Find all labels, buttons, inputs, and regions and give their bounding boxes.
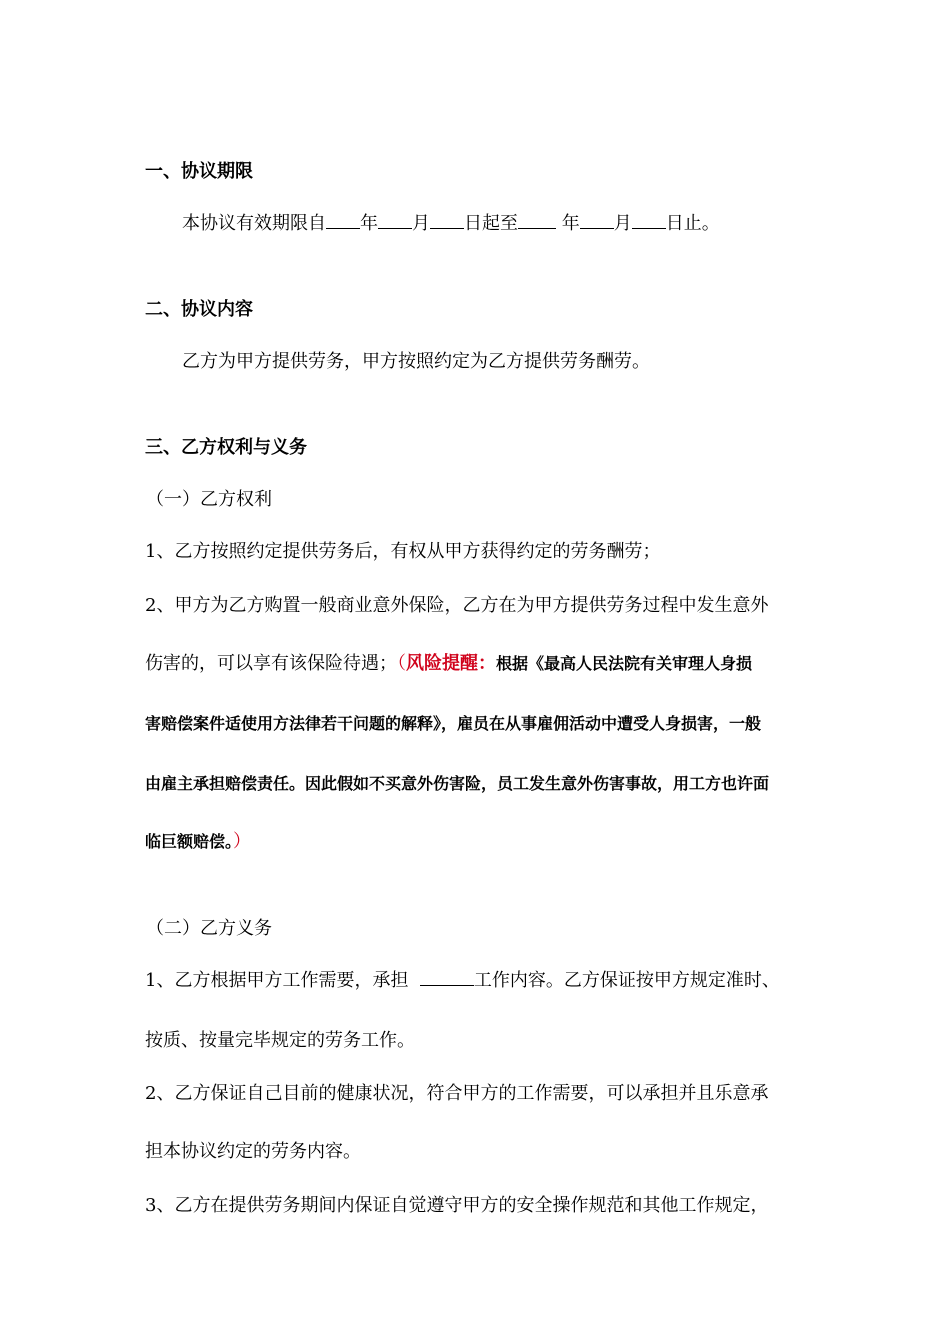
term-text: 月 xyxy=(412,213,430,234)
duties-item-1-text: 1、乙方根据甲方工作需要，承担 xyxy=(145,970,409,991)
section-1-body xyxy=(182,212,720,236)
duties-item-2-line-1: 2、乙方保证自己目前的健康状况，符合甲方的工作需要，可以承担并且乐意承 xyxy=(145,1083,769,1104)
duties-title: （二）乙方义务 xyxy=(146,918,272,939)
rights-item-2-text: 伤害的，可以享有该保险待遇； xyxy=(145,653,397,674)
risk-text: 根据《最高人民法院有关审理人身损 xyxy=(496,654,753,673)
duties-item-3-line-1: 3、乙方在提供劳务期间内保证自觉遵守甲方的安全操作规范和其他工作规定， xyxy=(145,1195,769,1216)
blank-end-day xyxy=(632,212,666,229)
term-text: 本协议有效期限自 xyxy=(182,213,326,234)
section-2-body: 乙方为甲方提供劳务，甲方按照约定为乙方提供劳务酬劳。 xyxy=(182,351,650,372)
term-text: 年 xyxy=(360,213,378,234)
duties-item-1-text: 工作内容。乙方保证按甲方规定准时、 xyxy=(473,970,780,991)
term-text: 日起至 xyxy=(464,213,518,234)
term-text: 月 xyxy=(613,213,632,234)
rights-item-2-line-2 xyxy=(145,652,752,676)
risk-text-line-5 xyxy=(145,830,251,854)
risk-close-paren: ） xyxy=(233,831,252,852)
term-text: 年 xyxy=(561,213,580,234)
duties-item-1-line-2: 按质、按量完毕规定的劳务工作。 xyxy=(145,1030,415,1051)
duties-item-2-line-2: 担本协议约定的劳务内容。 xyxy=(145,1141,361,1162)
risk-text-line-3: 害赔偿案件适使用方法律若干问题的解释》，雇员在从事雇佣活动中遭受人身损害，一般 xyxy=(145,714,762,733)
blank-start-year xyxy=(326,212,360,229)
rights-item-2-line-1: 2、甲方为乙方购置一般商业意外保险，乙方在为甲方提供劳务过程中发生意外 xyxy=(145,595,769,616)
section-1-title: 一、协议期限 xyxy=(145,161,253,182)
blank-start-day xyxy=(430,212,464,229)
risk-text: 临巨额赔偿。 xyxy=(145,832,234,851)
duties-item-1-line-1 xyxy=(145,969,780,993)
risk-label: 风险提醒： xyxy=(406,653,496,674)
section-3-title: 三、乙方权利与义务 xyxy=(145,437,307,458)
blank-end-year xyxy=(518,212,556,229)
section-2-title: 二、协议内容 xyxy=(145,299,253,320)
blank-end-month xyxy=(580,212,614,229)
rights-title: （一）乙方权利 xyxy=(146,489,272,510)
risk-text-line-4: 由雇主承担赔偿责任。因此假如不买意外伤害险，员工发生意外伤害事故，用工方也许面 xyxy=(145,774,770,793)
blank-work-content xyxy=(420,969,474,986)
rights-item-1: 1、乙方按照约定提供劳务后，有权从甲方获得约定的劳务酬劳； xyxy=(145,541,661,562)
term-text: 日止。 xyxy=(665,213,720,234)
blank-start-month xyxy=(378,212,412,229)
risk-open-paren: （ xyxy=(397,653,406,674)
